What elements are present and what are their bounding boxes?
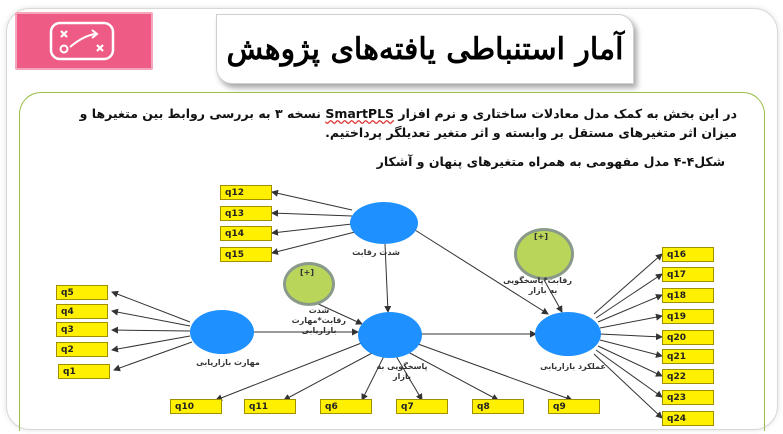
indicator-box: q4 — [56, 304, 108, 319]
indicator-box: q6 — [320, 399, 372, 414]
indicator-box: q2 — [56, 342, 108, 357]
figure-caption: شکل۴-۴ مدل مفهومی به همراه متغیرهای پنهان و آشکار — [376, 154, 725, 169]
latent-market-responsiveness — [358, 312, 422, 358]
latent-marketing-skill — [190, 310, 254, 354]
indicator-box: q17 — [662, 267, 714, 282]
label-competition: شدت رقابت — [352, 248, 400, 257]
indicator-box: q7 — [396, 399, 448, 414]
indicator-box: q8 — [472, 399, 524, 414]
label-market-responsiveness: پاسخگویی به بازار — [376, 362, 428, 381]
label-marketing-performance: عملکرد بازاریابی — [540, 362, 606, 371]
label-moderator-2: رقابت*پاسخگویی به بازار — [503, 276, 572, 295]
latent-marketing-performance — [535, 312, 601, 356]
software-name: SmartPLS — [325, 106, 395, 121]
indicator-box: q21 — [662, 349, 714, 364]
indicator-box: q24 — [662, 411, 714, 426]
indicator-box: q20 — [662, 330, 714, 345]
indicator-box: q5 — [56, 285, 108, 300]
indicator-box: q14 — [220, 226, 272, 241]
indicator-box: q16 — [662, 247, 714, 262]
indicator-box: q1 — [58, 364, 110, 379]
indicator-box: q11 — [244, 399, 296, 414]
page-title: آمار استنباطی یافته‌های پژوهش — [226, 31, 624, 67]
label-marketing-skill: مهارت بازاریابی — [196, 358, 260, 367]
indicator-box: q23 — [662, 390, 714, 405]
indicator-box: q9 — [548, 399, 600, 414]
moderator-tag: [+] — [534, 232, 549, 241]
indicator-box: q3 — [56, 322, 108, 337]
indicator-box: q10 — [170, 399, 222, 414]
intro-text-1: در این بخش به کمک مدل معادلات ساختاری و نرم افزار — [394, 106, 737, 121]
intro-text-2: نسخه ۳ به بررسی روابط بین متغیرها و میزان اثر متغیرهای مستقل بر وابسته و اثر متغیر تعدیلگر پرداختیم. — [79, 106, 737, 140]
indicator-box: q12 — [220, 185, 272, 200]
indicator-box: q22 — [662, 369, 714, 384]
indicator-box: q15 — [220, 247, 272, 262]
latent-competition — [350, 202, 418, 244]
indicator-box: q18 — [662, 288, 714, 303]
label-moderator-1: شدت رقابت*مهارت بازاریابی — [291, 306, 346, 335]
indicator-box: q13 — [220, 206, 272, 221]
indicator-box: q19 — [662, 309, 714, 324]
moderator-tag: [+] — [300, 268, 315, 277]
